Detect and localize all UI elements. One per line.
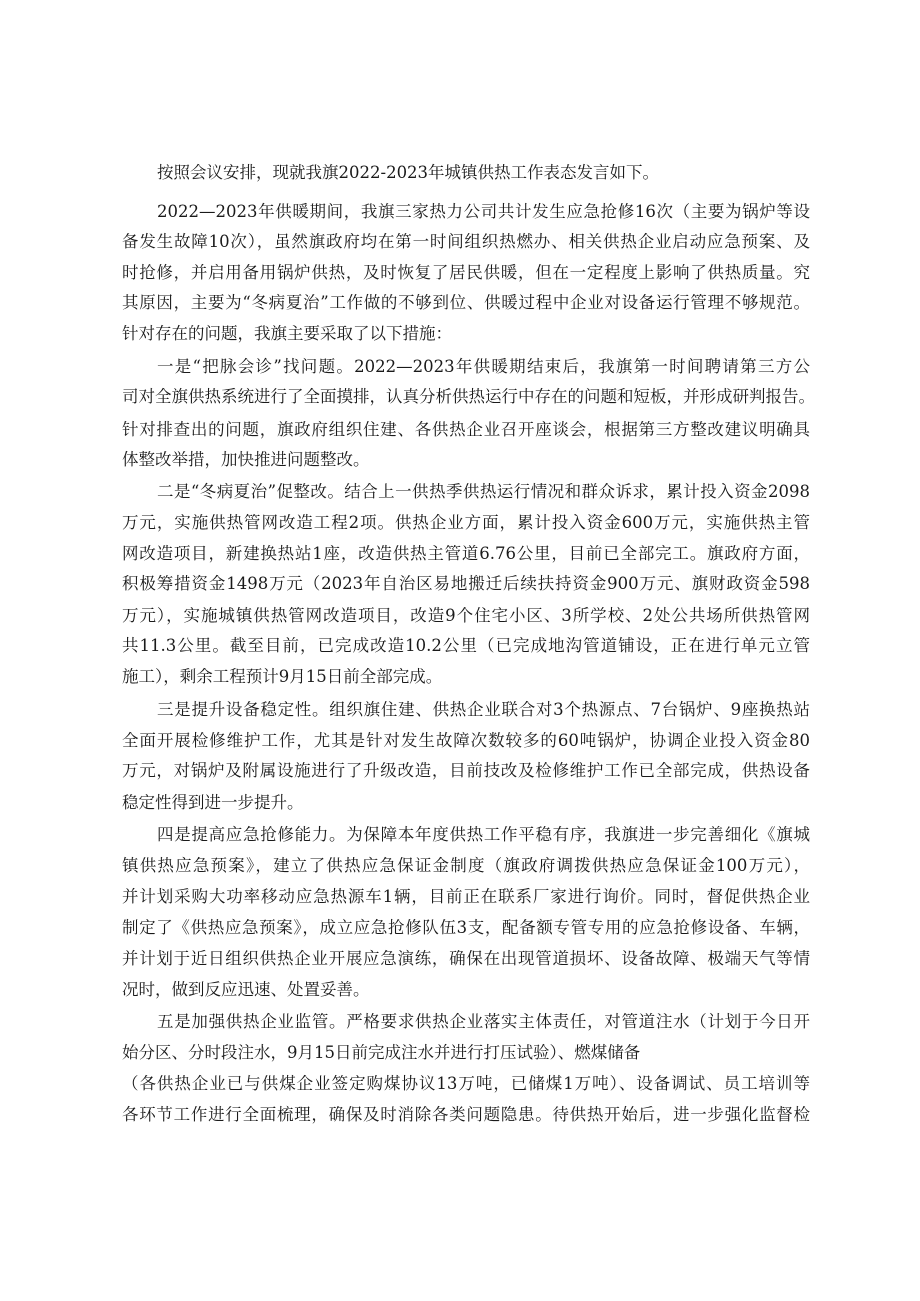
paragraph-background-line: 2022—2023年供暖期间，我旗三家热力公司共计发生应急抢修16次（主要为锅炉等设 [157, 202, 810, 221]
paragraph-measure-three-line: 稳定性得到进一步提升。 [122, 793, 304, 812]
paragraph-measure-two-line: 网改造项目，新建换热站1座，改造供热主管道6.76公里，目前已全部完工。旗政府方面， [122, 544, 810, 563]
paragraph-measure-four-line: 四是提高应急抢修能力。为保障本年度供热工作平稳有序，我旗进一步完善细化《旗城 [157, 825, 810, 844]
paragraph-measure-three-line: 万元，对锅炉及附属设施进行了升级改造，目前技改及检修维护工作已全部完成，供热设备 [122, 761, 810, 780]
paragraph-background-line: 时抢修，并启用备用锅炉供热，及时恢复了居民供暖，但在一定程度上影响了供热质量。究 [122, 263, 810, 282]
paragraph-measure-two-line: 万元），实施城镇供热管网改造项目，改造9个住宅小区、3所学校、2处公共场所供热管网 [122, 606, 810, 625]
paragraph-background-line: 其原因，主要为“冬病夏治”工作做的不够到位、供暖过程中企业对设备运行管理不够规范。 [122, 293, 810, 312]
paragraph-measure-four-line: 制定了《供热应急预案》，成立应急抢修队伍3支，配备额专管专用的应急抢修设备、车辆， [122, 918, 810, 937]
paragraph-measure-five-line: 始分区、分时段注水，9月15日前完成注水并进行打压试验）、燃煤储备 [122, 1043, 641, 1062]
paragraph-measure-four-line: 并计划于近日组织供热企业开展应急演练，确保在出现管道损坏、设备故障、极端天气等情 [122, 949, 810, 968]
paragraph-measure-one-line: 体整改举措，加快推进问题整改。 [122, 450, 370, 469]
paragraph-measure-two-line: 施工），剩余工程预计9月15日前全部完成。 [122, 667, 443, 686]
paragraph-measure-three-line: 全面开展检修维护工作，尤其是针对发生故障次数较多的60吨锅炉，协调企业投入资金80 [122, 731, 810, 750]
paragraph-measure-three-line: 三是提升设备稳定性。组织旗住建、供热企业联合对3个热源点、7台锅炉、9座换热站 [157, 700, 810, 719]
paragraph-measure-one-line: 针对排查出的问题，旗政府组织住建、各供热企业召开座谈会，根据第三方整改建议明确具 [122, 420, 810, 439]
paragraph-background-line: 针对存在的问题，我旗主要采取了以下措施： [122, 324, 452, 343]
paragraph-measure-five-line: 各环节工作进行全面梳理，确保及时消除各类问题隐患。待供热开始后，进一步强化监督检 [122, 1105, 810, 1124]
paragraph-measure-two-line: 二是“冬病夏治”促整改。结合上一供热季供热运行情况和群众诉求，累计投入资金2098 [157, 482, 810, 501]
paragraph-background-line: 备发生故障10次），虽然旗政府均在第一时间组织热燃办、相关供热企业启动应急预案、及 [122, 232, 810, 251]
paragraph-measure-one-line: 司对全旗供热系统进行了全面摸排，认真分析供热运行中存在的问题和短板，并形成研判报告。 [122, 387, 815, 406]
paragraph-measure-five-line: （各供热企业已与供煤企业签定购煤协议13万吨，已储煤1万吨）、设备调试、员工培训等 [122, 1074, 810, 1093]
paragraph-measure-one-line: 一是“把脉会诊”找问题。2022—2023年供暖期结束后，我旗第一时间聘请第三方公 [157, 357, 810, 376]
paragraph-measure-four-line: 镇供热应急预案》，建立了供热应急保证金制度（旗政府调拨供热应急保证金100万元）， [122, 856, 810, 875]
paragraph-measure-two-line: 共11.3公里。截至目前，已完成改造10.2公里（已完成地沟管道铺设，正在进行单元立管 [122, 636, 810, 655]
paragraph-measure-two-line: 万元，实施供热管网改造工程2项。供热企业方面，累计投入资金600万元，实施供热主管 [122, 513, 810, 532]
paragraph-measure-five-line: 五是加强供热企业监管。严格要求供热企业落实主体责任，对管道注水（计划于今日开 [157, 1012, 810, 1031]
paragraph-measure-four-line: 况时，做到反应迅速、处置妥善。 [122, 980, 370, 999]
paragraph-intro-line: 按照会议安排，现就我旗2022-2023年城镇供热工作表态发言如下。 [157, 163, 660, 182]
paragraph-measure-four-line: 并计划采购大功率移动应急热源车1辆，目前正在联系厂家进行询价。同时，督促供热企业 [122, 887, 810, 906]
paragraph-measure-two-line: 积极筹措资金1498万元（2023年自治区易地搬迁后续扶持资金900万元、旗财政资金598 [122, 574, 810, 593]
